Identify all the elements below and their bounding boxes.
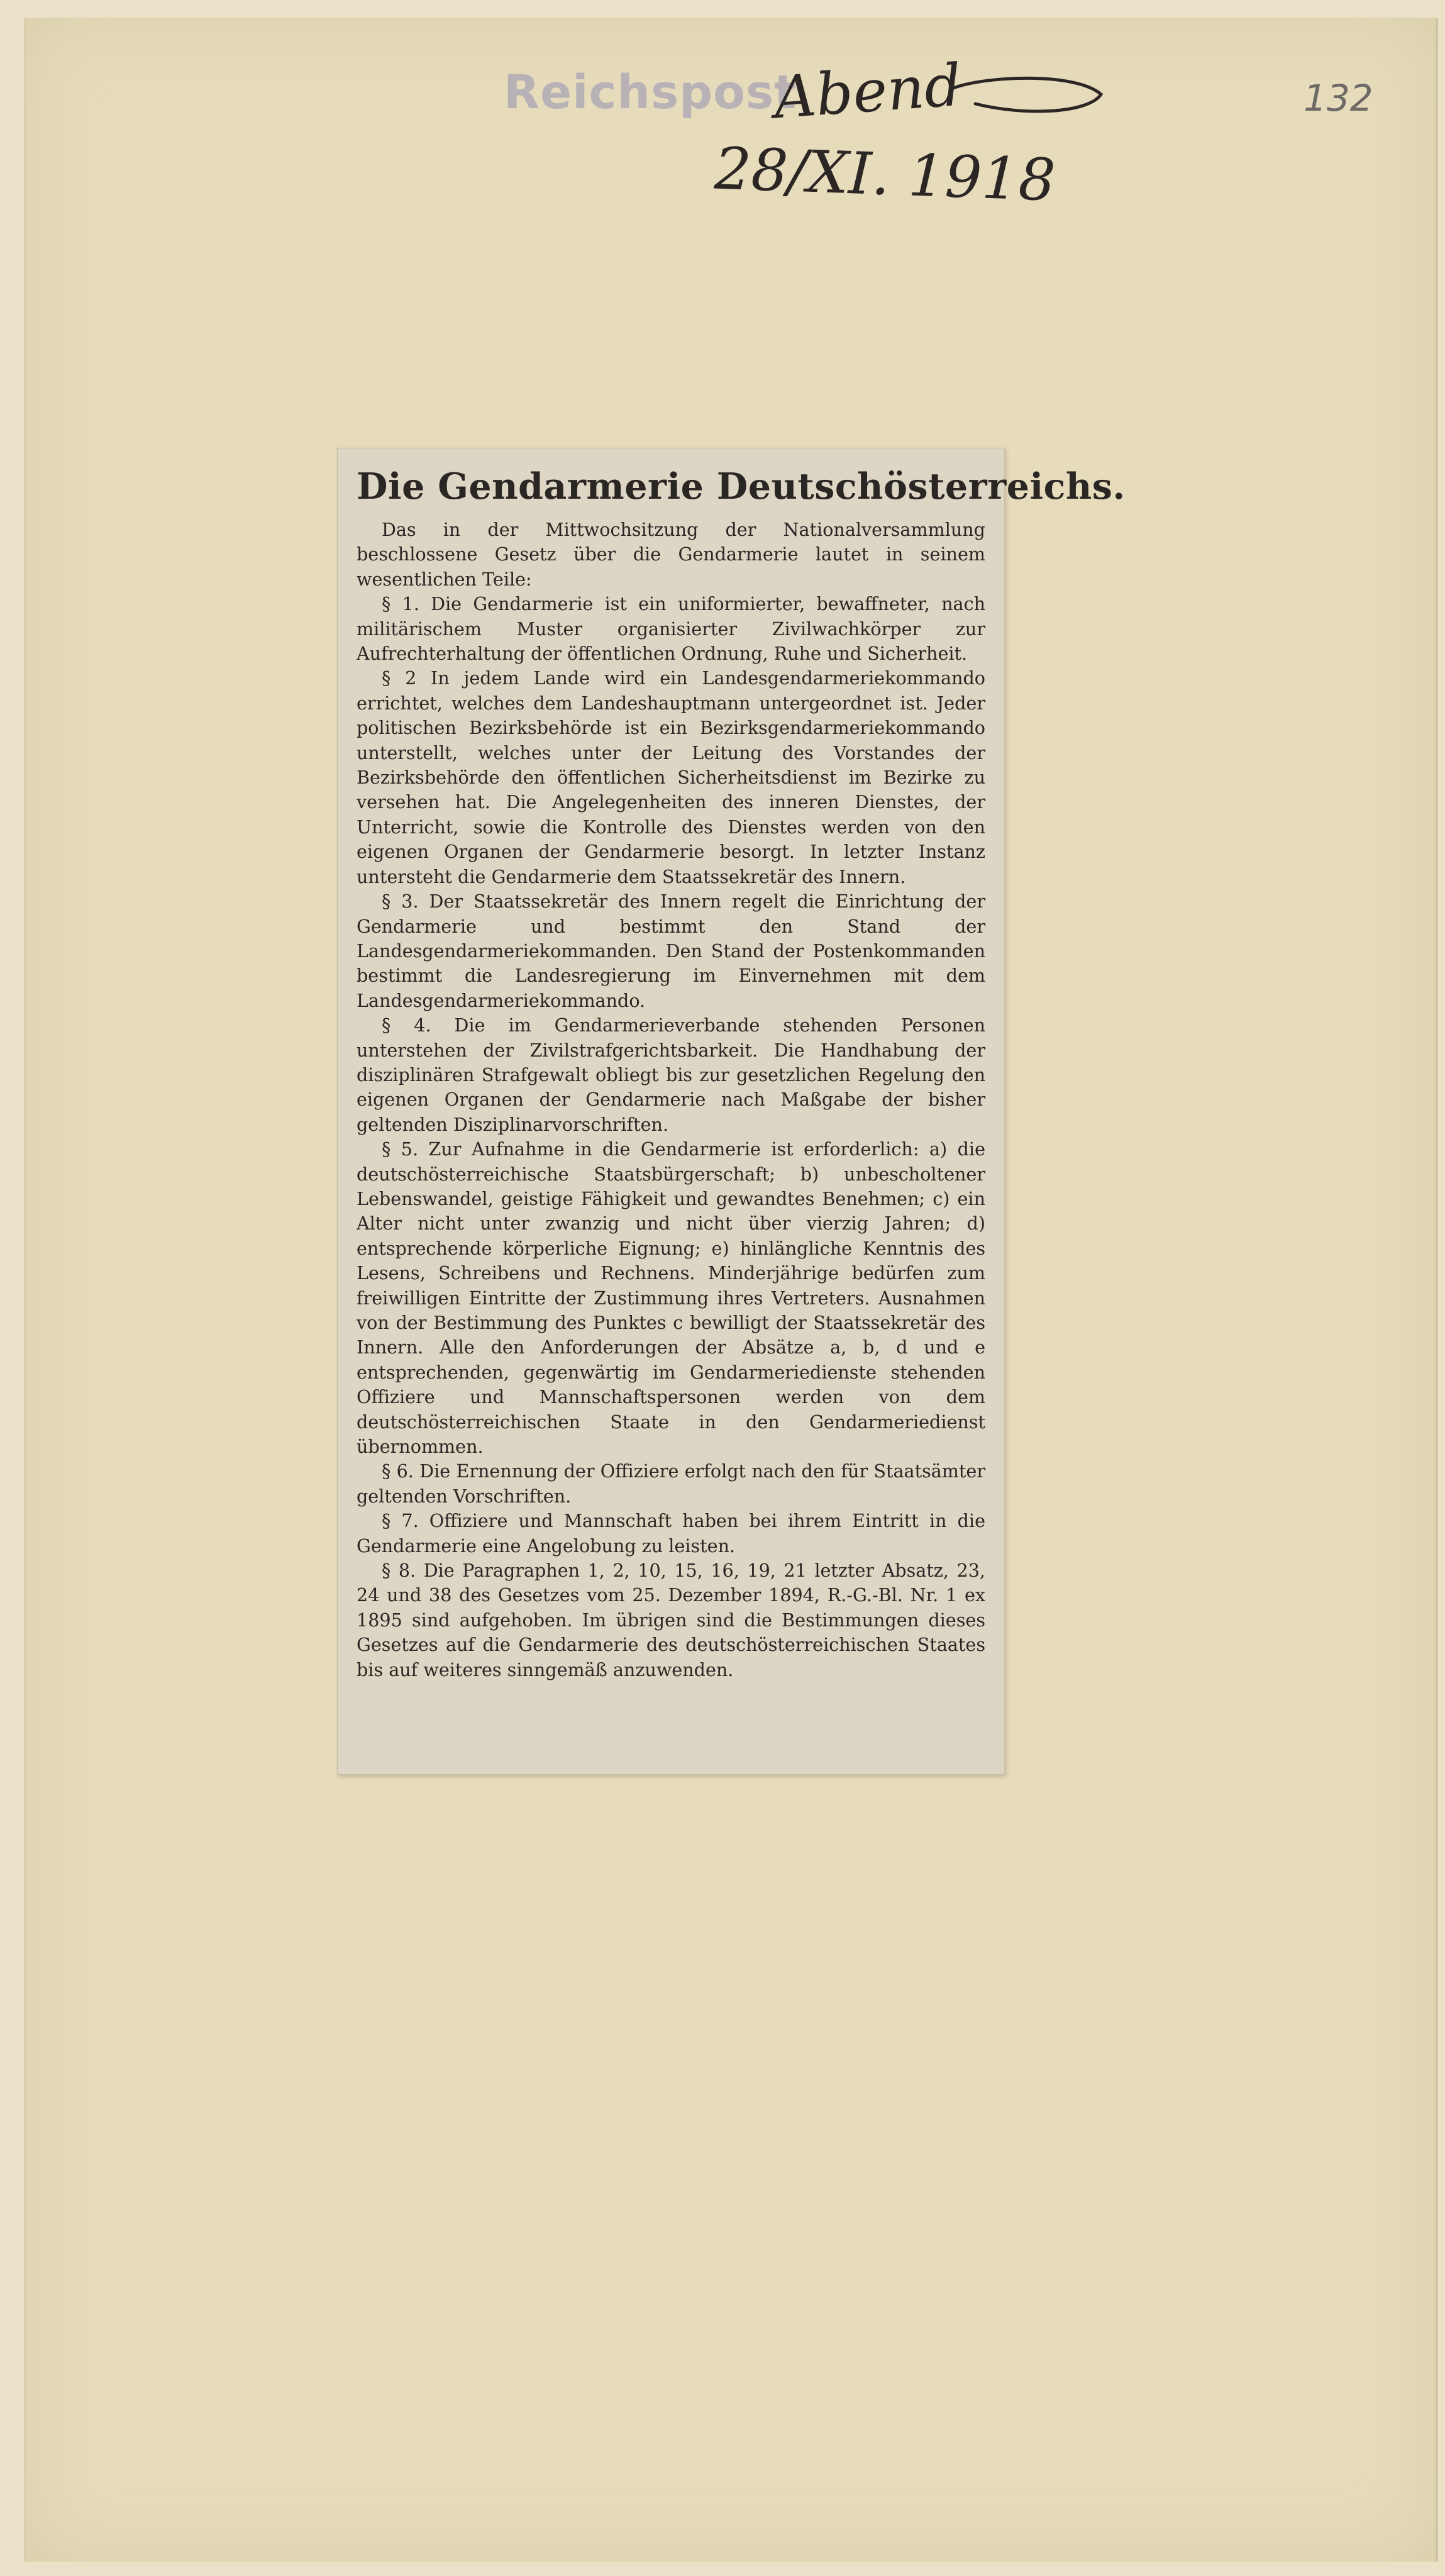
article-paragraph: Das in der Mittwochsitzung der Nationalversammlung beschlossene Gesetz über die Gendarmerie lautet in seinem wesentlichen Teile: [357, 519, 985, 590]
article-paragraph: § 5. Zur Aufnahme in die Gendarmerie ist erforderlich: a) die deutschösterreichische Staatsbürgerschaft; b) unbescholtener Lebenswandel, geistige Fähigkeit und gewandtes Benehmen; c) ein Alter nicht unter zwanzig und nicht über vierzig Jahren; d) entsprechende körperliche Eignung; e) hinlängliche Kenntnis des Lesens, Schreibens und Rechnens. Minderjährige bedürfen zum freiwilligen Eintritte der Zustimmung ihres Vertreters. Ausnahmen von der Bestimmung des Punktes c bewilligt der Staatssekretär des Innern. Alle den Anforderungen der Absätze a, b, d und e entsprechenden, gegenwärtig im Gendarmeriedienste stehenden Offiziere und Mannschaftspersonen werden von dem deutschösterreichischen Staate in den Gendarmeriedienst übernommen. [357, 1138, 985, 1458]
article-headline: Die Gendarmerie Deutschösterreichs. [357, 465, 1126, 508]
article-paragraph: § 7. Offiziere und Mannschaft haben bei ihrem Eintritt in die Gendarmerie eine Angelobung zu leisten. [357, 1510, 985, 1557]
handwritten-date: 28/XI. 1918 [713, 135, 1057, 214]
handwritten-swash-icon [950, 69, 1107, 119]
article-body [357, 518, 985, 1682]
folio-number: 132 [1304, 77, 1373, 119]
newspaper-clipping [337, 448, 1126, 1775]
newspaper-stamp: Reichspost [504, 65, 797, 119]
article-paragraph: § 4. Die im Gendarmerieverbande stehenden Personen unterstehen der Zivilstrafgerichtsbarkeit. Die Handhabung der disziplinären Strafgewalt obliegt bis zur gesetzlichen Regelung den eigenen Organen der Gendarmerie nach Maßgabe der bisher geltenden Disziplinarvorschriften. [357, 1014, 985, 1135]
article-paragraph: § 2 In jedem Lande wird ein Landesgendarmeriekommando errichtet, welches dem Landeshauptmann untergeordnet ist. Jeder politischen Bezirksbehörde ist ein Bezirksgendarmeriekommando unterstellt, welches unter der Leitung des Vorstandes der Bezirksbehörde den öffentlichen Sicherheitsdienst im Bezirke zu versehen hat. Die Angelegenheiten des inneren Dienstes, der Unterricht, sowie die Kontrolle des Dienstes werden von den eigenen Organen der Gendarmerie besorgt. In letzter Instanz untersteht die Gendarmerie dem Staatssekretär des Innern. [357, 667, 985, 887]
article-paragraph: § 8. Die Paragraphen 1, 2, 10, 15, 16, 19, 21 letzter Absatz, 23, 24 und 38 des Gesetzes vom 25. Dezember 1894, R.-G.-Bl. Nr. 1 ex 1895 sind aufgehoben. Im übrigen sind die Bestimmungen dieses Gesetzes auf die Gendarmerie des deutschösterreichischen Staates bis auf weiteres sinngemäß anzuwenden. [357, 1560, 985, 1680]
article-paragraph: § 1. Die Gendarmerie ist ein uniformierter, bewaffneter, nach militärischem Muster organisierter Zivilwachkörper zur Aufrechterhaltung der öffentlichen Ordnung, Ruhe und Sicherheit. [357, 593, 985, 665]
article-paragraph: § 6. Die Ernennung der Offiziere erfolgt nach den für Staatsämter geltenden Vorschriften. [357, 1460, 985, 1507]
handwritten-edition: Abend [772, 51, 964, 132]
article-paragraph: § 3. Der Staatssekretär des Innern regelt die Einrichtung der Gendarmerie und bestimmt den Stand der Landesgendarmeriekommanden. Den Stand der Postenkommanden bestimmt die Landesregierung im Einvernehmen mit dem Landesgendarmeriekommando. [357, 891, 985, 1011]
